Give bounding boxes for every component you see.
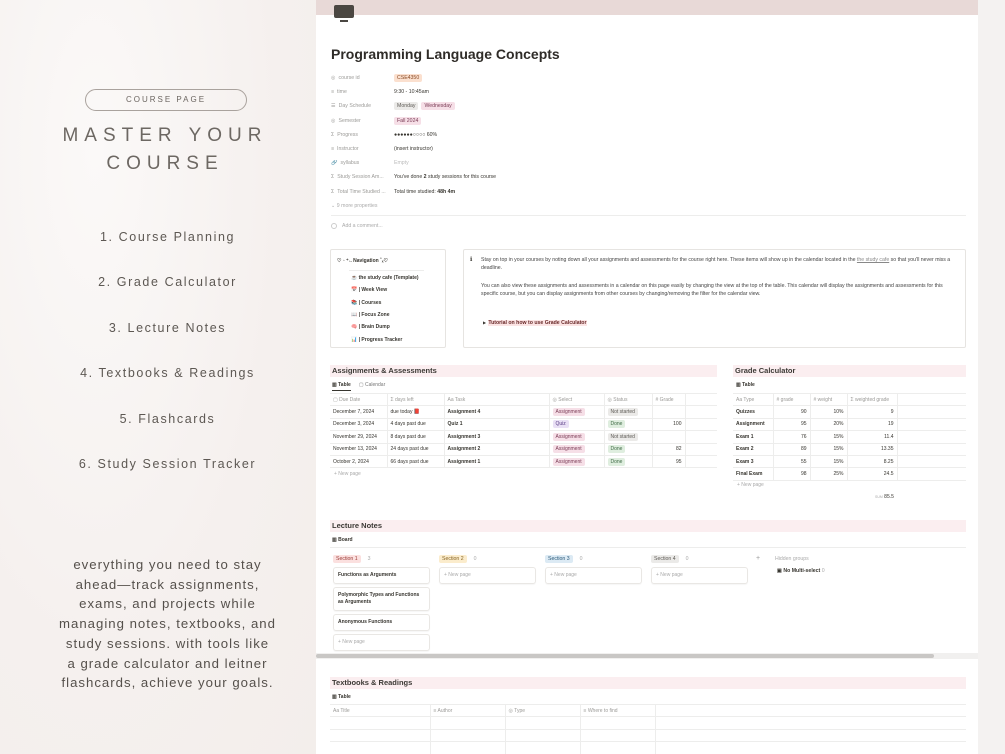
assignments-heading: Assignments & Assessments [330,365,717,377]
cell-Type[interactable]: Final Exam [733,468,773,480]
feature-item: 1. Course Planning [99,230,236,244]
blurb-line: exams, and projects while [79,596,256,612]
group-header[interactable] [439,554,536,564]
more-properties-toggle[interactable] [331,201,971,211]
add-comment-placeholder: Add a comment... [342,223,383,229]
property-row[interactable] [331,187,971,197]
property-row[interactable] [331,101,971,111]
property-value-text: Fall 2024 [394,117,421,125]
new-page-button[interactable]: + New page [737,482,764,488]
column-header[interactable]: Aa Title [330,705,430,717]
feature-item: 3. Lecture Notes [108,320,227,335]
column-header[interactable]: ◎ Select [549,394,604,406]
group-header[interactable] [651,554,748,564]
cell-days-left: 24 days past due [387,443,444,455]
property-row[interactable] [331,116,971,126]
nav-link[interactable]: 📚 | Courses [351,299,382,306]
property-key: ◎ Semester [331,117,361,124]
property-value-text: Total time studied: 48h 4m [394,188,456,195]
new-page-button[interactable]: + New page [333,634,430,651]
chevron-down-icon: ⌄ [331,203,337,209]
callout-box [463,249,966,348]
blurb-line: ahead—track assignments, [75,576,260,592]
board-column [651,554,748,587]
property-value-text: (insert instructor) [394,146,433,152]
nav-link[interactable]: 📊 | Progress Tracker [351,336,403,343]
column-header[interactable]: ◎ Type [505,705,580,717]
nav-page-icon: 📊 [351,336,359,343]
property-value[interactable] [394,160,409,166]
callout-text-2: You can also view these assignments and assessments in a calendar on this page easily by changing the view at the top of the table. This calendar will display the assignments and assessments for this specific course, but you can display assignments from other courses by changing/removing the filter for the calendar view. [481,283,943,297]
nav-link[interactable]: 🧠 | Brain Dump [351,324,390,331]
feature-item: 5. Flashcards [119,411,216,426]
course-page-pill: COURSE PAGE [85,89,247,111]
property-icon: Σ [331,174,335,181]
cell-grade: 100 [652,418,685,430]
navigation-title: ♡ ◦ ⁺˖. Navigation ˚ₓ♡ [337,258,389,264]
cell-weight: 15% [810,455,847,467]
notion-page [316,0,978,754]
property-key: Σ Progress [331,131,358,138]
tab-calendar[interactable]: ▢ Calendar [358,382,386,388]
cell-grade: 76 [773,431,810,443]
cell-select: Quiz [549,418,604,430]
property-value[interactable] [394,89,429,95]
property-value[interactable] [394,102,458,110]
table-row[interactable] [330,406,717,418]
table-row[interactable] [733,418,966,430]
group-count: 0 [579,556,583,562]
new-page-button[interactable]: + New page [545,567,642,584]
new-page-button[interactable]: + New page [651,567,748,584]
column-header[interactable]: Aa Type [733,394,773,406]
cell-weight: 15% [810,443,847,455]
cell-due-date: November 13, 2024 [330,443,387,455]
property-key: Σ Study Session Am... [331,174,384,181]
blurb-line: everything you need to stay [73,557,262,572]
table-row[interactable] [733,431,966,443]
property-icon: ◎ [331,75,336,81]
group-name: Section 3 [545,555,573,563]
page-title[interactable]: Programming Language Concepts [331,46,560,62]
textbooks-table [330,704,966,754]
new-page-button[interactable]: + New page [334,471,361,477]
column-header[interactable]: Σ weighted grade [847,394,897,406]
column-header[interactable]: # Grade [652,394,685,406]
nav-link[interactable]: 📅 | Week View [351,287,388,294]
property-key: ≡ Instructor [331,146,359,152]
board-column [439,554,536,587]
blurb-line: a grade calculator and leitner [67,655,268,671]
group-header[interactable] [545,554,642,564]
page-cover [316,0,978,15]
nav-page-icon: 📚 [351,299,359,306]
property-icon: 🔗 [331,160,338,167]
hidden-group-no-multi-select[interactable]: ▣ No Multi-select 0 [777,568,825,574]
add-group-button[interactable]: + [756,555,761,562]
table-row[interactable] [330,443,717,455]
cell-due-date: November 29, 2024 [330,431,387,443]
cell-task[interactable]: Assignment 2 [444,443,549,455]
property-icon: ≡ [331,146,335,152]
cell-status: Done [604,455,652,467]
cell-Type[interactable]: Quizzes [733,406,773,418]
property-row[interactable] [331,73,971,83]
group-name: Section 4 [651,555,679,563]
cell-weight: 20% [810,418,847,430]
cell-select: Assignment [549,431,604,443]
lecture-notes-heading: Lecture Notes [330,520,966,532]
cell-Type[interactable]: Exam 2 [733,443,773,455]
property-value[interactable] [394,146,433,152]
property-key: 🔗 syllabus [331,160,360,167]
property-row[interactable] [331,144,971,154]
property-value-text: 9:30 - 10:45am [394,89,429,96]
cell-status: Done [604,443,652,455]
cell-task[interactable]: Assignment 4 [444,406,549,418]
nav-page-icon: 📖 [351,311,359,318]
tutorial-toggle[interactable] [483,320,587,326]
cell-days-left: 66 days past due [387,455,444,467]
table-row[interactable] [330,717,966,729]
cell-grade: 90 [773,406,810,418]
more-properties-label: 9 more properties [336,203,378,209]
property-value[interactable] [394,117,424,125]
add-comment[interactable] [331,221,971,231]
group-name: Section 1 [333,555,361,563]
column-header[interactable]: ◎ Status [604,394,652,406]
tab-board[interactable]: ▥ Board [332,537,353,543]
grade-sum: SUM 85.5 [875,494,894,500]
cell-grade: 82 [652,443,685,455]
cell-grade [652,406,685,418]
property-key: Σ Total Time Studied ... [331,188,386,195]
cell-Type[interactable]: Exam 1 [733,431,773,443]
nav-link[interactable]: 📖 | Focus Zone [351,311,390,318]
tab-table[interactable]: ▥ Table [332,382,351,391]
property-icon: Σ [331,131,335,138]
cell-weighted-grade: 8.25 [847,455,897,467]
assignments-table [330,393,717,468]
info-icon: ℹ [470,257,473,263]
table-row[interactable] [330,455,717,467]
feature-item: 2. Grade Calculator [98,275,237,290]
headline: COURSE [106,153,224,174]
computer-icon[interactable] [334,5,354,18]
property-value-text: CSE4350 [394,74,422,82]
cell-task[interactable]: Quiz 1 [444,418,549,430]
headline: MASTER YOUR [62,125,268,146]
cell-days-left: 4 days past due [387,418,444,430]
board-column [333,554,430,654]
tutorial-toggle-label: Tutorial on how to use Grade Calculator [488,320,587,326]
property-icon: Σ [331,188,335,195]
property-row[interactable] [331,172,971,182]
property-value[interactable] [394,74,425,82]
new-page-button[interactable]: + New page [439,567,536,584]
table-row[interactable] [733,455,966,467]
column-header[interactable]: ≡ Author [430,705,505,717]
cell-weight: 10% [810,406,847,418]
cell-grade: 89 [773,443,810,455]
hidden-groups-label: Hidden groups [775,556,809,562]
cell-weighted-grade: 13.35 [847,443,897,455]
property-value[interactable] [394,174,496,180]
horizontal-scrollbar[interactable] [316,654,934,658]
group-count: 0 [685,556,689,562]
property-icon: ≡ [331,89,335,96]
group-count: 0 [473,556,477,562]
tab-table[interactable]: ▥ Table [332,694,351,700]
triangle-right-icon: ▶ [483,320,489,325]
blurb-line: flashcards, achieve your goals. [61,675,274,691]
tag: Wednesday [421,102,454,110]
blurb-line: study sessions. with tools like [65,635,270,651]
column-header[interactable]: ≡ Where to find [580,705,655,717]
property-row[interactable] [331,158,971,168]
column-header[interactable]: ▢ Due Date [330,394,387,406]
board-card[interactable]: Polymorphic Types and Functions as Arguments [333,587,430,611]
cell-task[interactable]: Assignment 1 [444,455,549,467]
nav-link[interactable]: ☕ the study cafe (Template) [351,275,419,281]
cell-status: Not started [604,406,652,418]
table-row[interactable] [330,431,717,443]
column-header[interactable]: Aa Task [444,394,549,406]
promo-blurb [10,555,325,693]
cell-days-left: due today 📕 [387,406,444,418]
property-icon: ☰ [331,103,336,110]
property-value[interactable] [394,132,437,138]
cell-Type[interactable]: Exam 3 [733,455,773,467]
grade-table [733,393,966,481]
property-value-text: Empty [394,160,409,167]
nav-page-icon: 📅 [351,287,359,294]
table-row[interactable] [733,406,966,418]
property-value-text: You've done 2 study sessions for this course [394,174,497,181]
navigation-box [330,249,446,348]
cell-select: Assignment [549,455,604,467]
property-key: ☰ Day Schedule [331,103,371,110]
comment-avatar-icon [331,223,337,229]
grade-calculator-heading: Grade Calculator [733,365,966,377]
column-header[interactable]: # grade [773,394,810,406]
property-icon: ◎ [331,117,336,124]
feature-item: 4. Textbooks & Readings [80,366,255,381]
table-row[interactable] [330,729,966,741]
cell-status: Done [604,418,652,430]
column-header[interactable]: Σ days left [387,394,444,406]
cell-Type[interactable]: Assignment [733,418,773,430]
tab-table[interactable]: ▥ Table [736,382,755,388]
board-column [545,554,642,587]
property-value-text: ●●●●●●○○○○ 60% [394,131,438,138]
cell-grade: 95 [652,455,685,467]
property-key: ≡ time [331,89,347,96]
cell-task[interactable]: Assignment 3 [444,431,549,443]
table-row[interactable] [330,418,717,430]
group-count: 3 [367,556,371,562]
group-name: Section 2 [439,555,467,563]
cell-weighted-grade: 24.5 [847,468,897,480]
tag: Monday [394,102,418,110]
cell-weight: 25% [810,468,847,480]
cell-status: Not started [604,431,652,443]
cell-due-date: December 7, 2024 [330,406,387,418]
cell-grade: 98 [773,468,810,480]
cell-select: Assignment [549,406,604,418]
cell-grade: 95 [773,418,810,430]
cell-weighted-grade: 19 [847,418,897,430]
property-key: ◎ course id [331,75,360,81]
table-row[interactable] [733,468,966,480]
cell-days-left: 8 days past due [387,431,444,443]
column-header[interactable]: # weight [810,394,847,406]
cell-weight: 15% [810,431,847,443]
inbox-icon: ▣ [777,568,782,574]
cell-weighted-grade: 9 [847,406,897,418]
cell-due-date: October 2, 2024 [330,455,387,467]
cell-grade [652,431,685,443]
callout-text: Stay on top in your courses by noting down all your assignments and assessments for the course right here. These items will show up in the calendar located in the the study cafe so that you'll never miss a deadline. [481,257,951,271]
group-header[interactable] [333,554,430,564]
cell-grade: 55 [773,455,810,467]
table-row[interactable] [733,443,966,455]
board-card[interactable]: Functions as Arguments [333,567,430,584]
blurb-line: managing notes, textbooks, and [59,616,276,632]
nav-page-icon: 🧠 [351,324,359,331]
table-row[interactable] [330,742,966,754]
nav-page-icon: ☕ [351,275,359,281]
cell-due-date: December 3, 2024 [330,418,387,430]
cell-weighted-grade: 11.4 [847,431,897,443]
property-row[interactable] [331,130,971,140]
window-margin [978,0,1005,754]
property-row[interactable] [331,87,971,97]
promo-panel [0,0,316,754]
study-cafe-link[interactable]: the study cafe [856,257,890,263]
board-card[interactable]: Anonymous Functions [333,614,430,631]
property-value[interactable] [394,189,455,195]
feature-item: 6. Study Session Tracker [78,457,257,471]
textbooks-heading: Textbooks & Readings [330,677,966,689]
cell-select: Assignment [549,443,604,455]
